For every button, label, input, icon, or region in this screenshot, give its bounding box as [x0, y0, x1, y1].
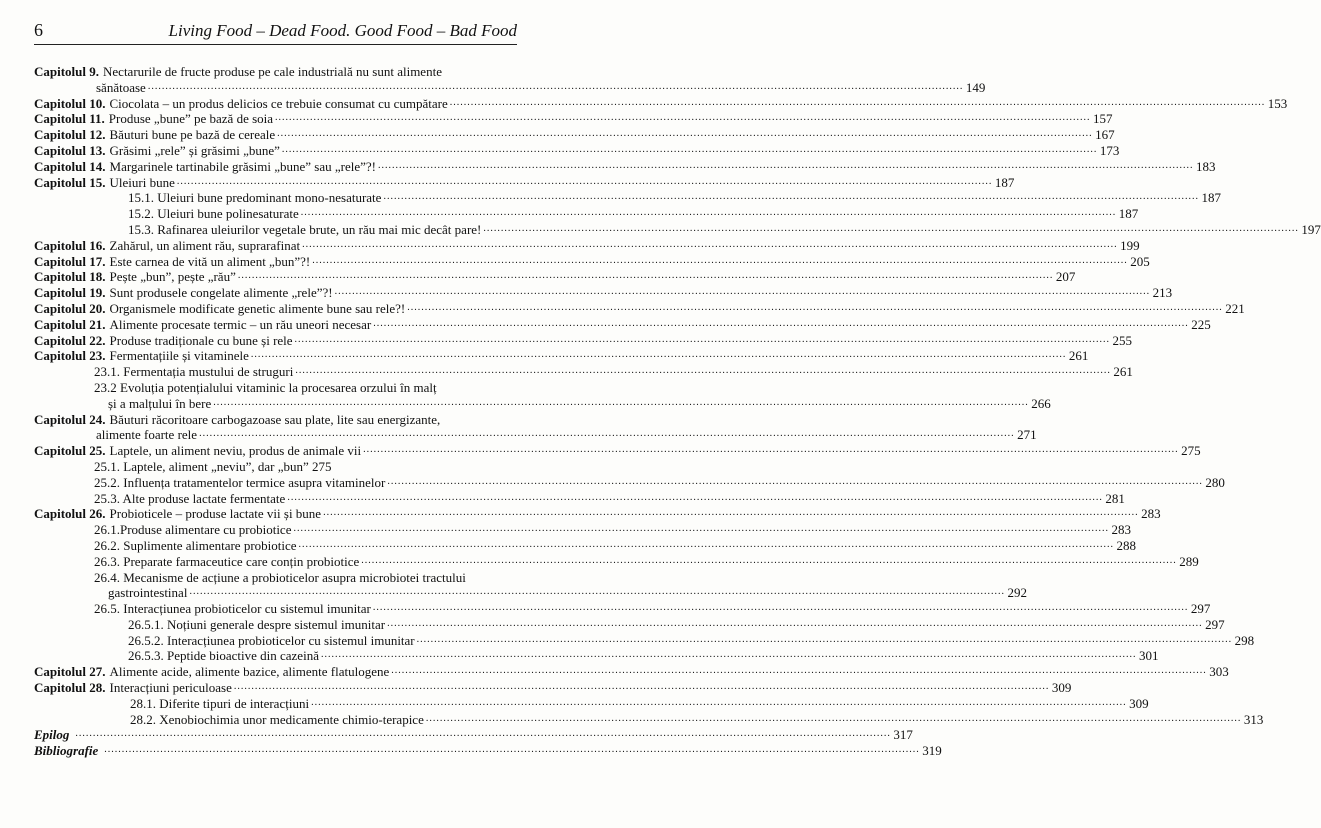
toc-entry-title: Băuturi răcoritoare carbogazoase sau plate, lite sau energizante, [109, 411, 441, 427]
toc-chapter-label: Capitolul 21. [34, 316, 106, 332]
toc-leader-dots [383, 189, 1199, 205]
toc-leader-dots [148, 79, 964, 95]
toc-chapter-label: Capitolul 12. [34, 127, 106, 143]
toc-page-number: 157 [1093, 111, 1113, 127]
toc-entry-title: sănătoase [96, 79, 146, 95]
toc-entry [34, 743, 942, 759]
toc-entry-title: Probioticele – produse lactate vii și bune [109, 506, 322, 522]
toc-entry-title: alimente foarte rele [96, 427, 198, 443]
toc-entry [34, 506, 1161, 522]
toc-entry [34, 79, 986, 96]
running-title: Living Food – Dead Food. Good Food – Bad Food [168, 21, 517, 40]
toc-page-number: 283 [1141, 506, 1161, 522]
toc-page-number: 309 [1051, 680, 1072, 696]
toc-page-number: 149 [965, 79, 986, 95]
toc-page-number: 197 [1301, 221, 1321, 237]
toc-leader-dots [104, 742, 920, 758]
toc-entry-title: Uleiuri bune [109, 174, 175, 190]
toc-page-number: 221 [1225, 300, 1245, 316]
toc-leader-dots [363, 442, 1179, 458]
toc-entry-title: 23.2 Evoluția potențialului vitaminic la procesarea orzului în malț [94, 379, 437, 395]
toc-entry [34, 316, 1211, 333]
toc-entry-title: Nectarurile de fructe produse pe cale industrială nu sunt alimente [103, 64, 442, 79]
toc-entry [34, 221, 1321, 238]
toc-entry [34, 427, 1037, 443]
toc-entry [34, 395, 1051, 412]
toc-page-number: 297 [1205, 616, 1225, 632]
toc-entry-title: 25.1. Laptele, aliment „neviu”, dar „bun” 275 [94, 458, 332, 474]
toc-page-number: 297 [1190, 601, 1211, 617]
page-header [34, 22, 517, 45]
toc-entry [34, 174, 1015, 191]
toc-page-number: 207 [1055, 269, 1076, 285]
toc-chapter-label: Capitolul 11. [34, 111, 105, 127]
toc-page-number: 266 [1031, 395, 1051, 411]
toc-chapter-label: Capitolul 18. [34, 269, 106, 285]
toc-entry-title: 26.5.1. Noțiuni generale despre sistemul imunitar [128, 616, 386, 632]
toc-chapter-label: Capitolul 20. [34, 300, 106, 316]
toc-entry [34, 522, 1131, 538]
toc-chapter-label: Capitolul 14. [34, 158, 106, 174]
toc-page-number: 167 [1095, 127, 1115, 143]
toc-entry [34, 616, 1225, 633]
toc-entry [34, 585, 1027, 601]
toc-entry [34, 95, 1288, 112]
toc-leader-dots [238, 268, 1054, 284]
toc-entry [34, 142, 1120, 159]
toc-entry-title: 26.1.Produse alimentare cu probiotice [94, 522, 292, 538]
toc-leader-dots [275, 110, 1091, 126]
toc-entry-title: 15.2. Uleiuri bune polinesaturate [128, 206, 299, 222]
toc-leader-dots [378, 158, 1194, 174]
toc-entry [34, 64, 519, 80]
toc-leader-dots [387, 616, 1203, 632]
toc-chapter-label: Capitolul 10. [34, 95, 106, 111]
toc-entry-title: 26.5.3. Peptide bioactive din cazeină [128, 648, 319, 664]
toc-entry [34, 553, 1199, 570]
toc-page-number: 280 [1205, 474, 1225, 490]
toc-leader-dots [426, 711, 1242, 727]
toc-entry [34, 237, 1140, 254]
toc-entry-title: Este carnea de vită un aliment „bun”?! [109, 253, 311, 269]
toc-leader-dots [387, 474, 1203, 490]
toc-entry [34, 490, 1125, 507]
toc-entry-title: Pește „bun”, pește „rău” [109, 269, 236, 285]
toc-entry-title: 25.3. Alte produse lactate fermentate [94, 490, 286, 506]
toc-page-number: 283 [1111, 522, 1131, 538]
toc-entry-title: Băuturi bune pe bază de cereale [109, 127, 276, 143]
toc-chapter-label: Capitolul 19. [34, 285, 106, 301]
toc-entry-title: 15.3. Rafinarea uleiurilor vegetale brute, un rău mai mic decât pare! [128, 221, 482, 237]
toc-page-number: 187 [994, 174, 1015, 190]
toc-leader-dots [177, 174, 993, 190]
toc-leader-dots [287, 490, 1103, 506]
toc-entry [34, 680, 1072, 696]
toc-entry [34, 285, 1173, 301]
toc-leader-dots [302, 237, 1118, 253]
toc-page-number: 275 [1181, 443, 1201, 459]
toc-leader-dots [312, 253, 1128, 269]
toc-chapter-label: Capitolul 24. [34, 411, 106, 427]
toc-chapter-label: Capitolul 23. [34, 348, 106, 364]
toc-entry [34, 727, 913, 743]
toc-page-number: 317 [893, 727, 913, 743]
toc-page-number: 199 [1120, 237, 1140, 253]
toc-page-number: 319 [922, 743, 942, 759]
toc-page-number: 187 [1118, 206, 1139, 222]
toc-entry-title: 26.4. Mecanisme de acțiune a probioticelor asupra microbiotei tractului [94, 569, 466, 585]
toc-leader-dots [293, 521, 1109, 537]
toc-leader-dots [483, 221, 1299, 237]
toc-leader-dots [299, 537, 1115, 553]
toc-entry [34, 269, 1076, 285]
toc-leader-dots [251, 347, 1067, 363]
toc-leader-dots [282, 142, 1098, 158]
toc-entry [34, 711, 1264, 728]
toc-page-number: 213 [1152, 285, 1173, 301]
toc-page-number: 261 [1068, 348, 1089, 364]
toc-chapter-label: Capitolul 15. [34, 174, 106, 190]
toc-entry [34, 664, 1229, 680]
toc-entry-title: 28.2. Xenobiochimia unor medicamente chimio-terapice [130, 711, 424, 727]
toc-chapter-label: Capitolul 9. [34, 64, 100, 79]
toc-entry-title: 26.3. Preparate farmaceutice care conțin probiotice [94, 553, 360, 569]
table-of-contents [34, 64, 1321, 759]
toc-leader-dots [295, 332, 1111, 348]
toc-entry-title: Produse „bune” pe bază de soia [108, 111, 274, 127]
toc-chapter-label: Capitolul 27. [34, 664, 106, 680]
toc-page-number: 183 [1196, 158, 1216, 174]
toc-entry-title: și a malțului în bere [108, 395, 212, 411]
toc-entry-title: Margarinele tartinabile grăsimi „bune” sau „rele”?! [109, 158, 377, 174]
toc-leader-dots [450, 95, 1266, 111]
toc-entry [34, 332, 1133, 349]
toc-leader-dots [301, 205, 1117, 221]
toc-entry [34, 632, 1255, 649]
toc-entry [34, 380, 519, 396]
toc-leader-dots [311, 695, 1127, 711]
toc-leader-dots [189, 584, 1005, 600]
toc-entry-title: 28.1. Diferite tipuri de interacțiuni [130, 695, 310, 711]
toc-entry-title: Organismele modificate genetic alimente bune sau rele?! [109, 300, 406, 316]
toc-entry [34, 348, 1089, 364]
toc-chapter-label: Capitolul 13. [34, 142, 106, 158]
toc-page-number: 298 [1234, 632, 1255, 648]
toc-page-number: 261 [1113, 364, 1133, 380]
toc-entry [34, 111, 1113, 127]
toc-chapter-label: Capitolul 17. [34, 253, 106, 269]
toc-entry-title: Interacțiuni periculoase [109, 680, 232, 696]
toc-leader-dots [199, 426, 1015, 442]
toc-entry-title: Zahărul, un aliment rău, suprarafinat [109, 237, 301, 253]
toc-entry-title: Produse tradiționale cu bune și rele [109, 332, 293, 348]
toc-leader-dots [361, 553, 1177, 569]
toc-page-number: 313 [1243, 711, 1264, 727]
toc-leader-dots [407, 300, 1223, 316]
toc-page-number: 303 [1209, 664, 1229, 680]
toc-page-number: 292 [1007, 585, 1027, 601]
toc-entry-title: 26.5. Interacțiunea probioticelor cu sistemul imunitar [94, 601, 371, 617]
toc-leader-dots [295, 363, 1111, 379]
toc-leader-dots [321, 647, 1137, 663]
toc-leader-dots [75, 726, 891, 742]
toc-entry [34, 253, 1150, 270]
toc-entry-title: Alimente acide, alimente bazice, alimente flatulogene [109, 664, 390, 680]
toc-entry-title: Ciocolata – un produs delicios ce trebuie consumat cu cumpătare [109, 95, 448, 111]
toc-page-number: 301 [1138, 648, 1159, 664]
toc-entry [34, 158, 1216, 175]
toc-entry [34, 206, 1139, 222]
toc-leader-dots [323, 505, 1139, 521]
toc-page-number: 225 [1191, 316, 1211, 332]
toc-entry-title: 23.1. Fermentația mustului de struguri [94, 364, 294, 380]
toc-leader-dots [373, 600, 1189, 616]
toc-chapter-label: Capitolul 25. [34, 443, 106, 459]
toc-page-number: 281 [1105, 490, 1125, 506]
toc-chapter-label: Epilog [34, 727, 70, 743]
toc-chapter-label: Bibliografie [34, 743, 99, 759]
toc-leader-dots [234, 679, 1050, 695]
toc-page-number: 187 [1201, 190, 1221, 206]
toc-entry-title: Fermentațiile și vitaminele [109, 348, 249, 364]
toc-entry [34, 364, 1133, 380]
toc-entry-title: 25.2. Influența tratamentelor termice asupra vitaminelor [94, 474, 386, 490]
toc-entry [34, 300, 1245, 317]
toc-page-number: 173 [1099, 142, 1120, 158]
toc-page-number: 309 [1129, 695, 1149, 711]
toc-entry-title: gastrointestinal [108, 585, 188, 601]
toc-page-number: 271 [1017, 427, 1037, 443]
toc-entry [34, 412, 519, 428]
toc-entry [34, 443, 1201, 459]
toc-entry [34, 601, 1211, 617]
toc-entry [34, 127, 1115, 143]
toc-entry-title: Laptele, un aliment neviu, produs de animale vii [109, 443, 362, 459]
toc-entry-title: Alimente procesate termic – un rău uneori necesar [109, 316, 372, 332]
toc-chapter-label: Capitolul 16. [34, 237, 106, 253]
toc-entry-title: Sunt produsele congelate alimente „rele”?! [109, 285, 333, 301]
toc-chapter-label: Capitolul 22. [34, 332, 106, 348]
toc-page-number: 288 [1116, 537, 1137, 553]
toc-entry [34, 190, 1221, 206]
toc-entry-title: 15.1. Uleiuri bune predominant mono-nesaturate [128, 190, 382, 206]
toc-page-number: 289 [1179, 553, 1199, 569]
toc-chapter-label: Capitolul 26. [34, 506, 106, 522]
toc-entry [34, 537, 1137, 554]
toc-entry [34, 459, 519, 475]
toc-leader-dots [335, 284, 1151, 300]
toc-chapter-label: Capitolul 28. [34, 680, 106, 696]
toc-page-number: 153 [1267, 95, 1288, 111]
toc-page-number: 205 [1130, 253, 1150, 269]
toc-page-number: 255 [1112, 332, 1133, 348]
toc-leader-dots [417, 632, 1233, 648]
toc-entry [34, 474, 1225, 491]
toc-leader-dots [373, 316, 1189, 332]
toc-entry-title: 26.5.2. Interacțiunea probioticelor cu sistemul imunitar [128, 632, 415, 648]
toc-entry-title: 26.2. Suplimente alimentare probiotice [94, 537, 297, 553]
toc-leader-dots [277, 126, 1093, 142]
toc-entry [34, 570, 519, 586]
toc-entry [34, 648, 1159, 664]
page-number: 6 [34, 20, 43, 40]
toc-entry [34, 695, 1149, 712]
toc-leader-dots [213, 395, 1029, 411]
toc-leader-dots [391, 663, 1207, 679]
toc-entry-title: Grăsimi „rele” și grăsimi „bune” [109, 142, 280, 158]
